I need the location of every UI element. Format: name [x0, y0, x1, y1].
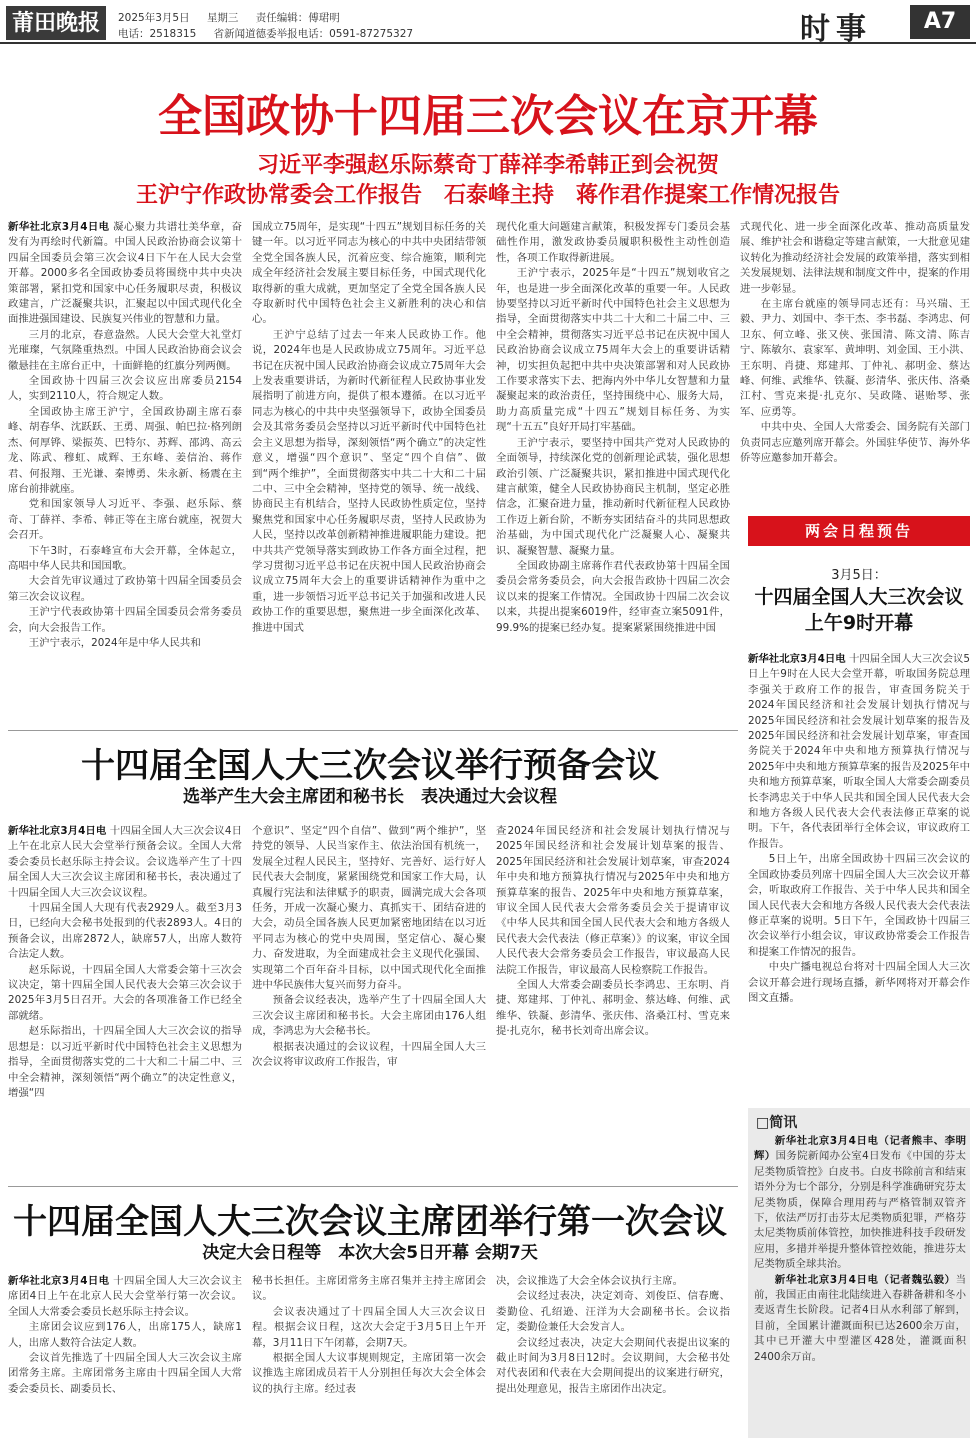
article1-subtitle-1: 习近平李强赵乐际蔡奇丁薛祥李希韩正到会祝贺	[256, 153, 719, 178]
page-number: A7	[910, 5, 970, 39]
article1-column-3	[496, 220, 730, 730]
article2-title: 十四届全国人大三次会议举行预备会议	[81, 746, 659, 786]
article2-col3-text: 查2024年国民经济和社会发展计划执行情况与2025年国民经济和社会发展计划草案的报告、2025年国民经济和社会发展计划草案，审查2024年中央和地方预算执行情况与2025年中央和地方预算草案的报告、2025年中央和地方预算草案，审议全国人民代表大会常务委员会关于提请审议《中华人民共和国全国人民代表大会和地方各级人民代表大会代表法（修正草案）》的议案，审议全国人民代表大会常务委员会工作报告，审议最高人民法院工作报告，审议最高人民检察院工作报告。 全国人大常委会副委员长李鸿忠、王东明、肖捷、郑建邦、丁仲礼、郝明金、蔡达峰、何维、武维华、铁凝、彭清华、张庆伟、洛桑江村、雪克来提·扎克尔，秘书长刘奇出席会议。	[496, 825, 730, 1038]
brief2-text: 当前，我国正由南往北陆续进入春耕备耕和冬小麦返青生长阶段。记者4日从水利部了解到，目前，全国累计灌溉面积已达2600余万亩，其中已开灌大中型灌区428处，灌溉面积2400余万亩。	[754, 1273, 966, 1363]
article3-column-3	[496, 1274, 730, 1434]
article3-col1-text: 十四届全国人大三次会议主席团4日上午在北京人民大会堂举行第一次会议。全国人大常委会委员长赵乐际主持会议。 主席团会议应到176人，出席175人，缺席1人，出席人数符合法定人数。 会议首先推选了十四届全国人大三次会议主席团常务主席。主席团常务主席由十四届全国人大常委会委员长、副委员长、	[8, 1275, 242, 1395]
schedule-banner: 两会日程预告	[748, 516, 970, 546]
article2-column-3	[496, 824, 730, 1184]
schedule-lead: 新华社北京3月4日电	[748, 653, 846, 665]
article3-column-1	[8, 1274, 242, 1434]
article2-column-2	[252, 824, 486, 1184]
brief1-text: 国务院新闻办公室4日发布《中国的芬太尼类物质管控》白皮书。白皮书除前言和结束语外分为七个部分，分别是科学准确研究芬太尼类物质，保障合理用药与严格管制双管齐下，依法严厉打击芬太尼类物质犯罪，严格芬太尼类物质前体管控，加快推进科技手段研发应用，多措并举提升整体管控效能，推进芬太尼类物质全球共治。	[754, 1150, 966, 1271]
brief2-lead: 新华社北京3月4日电（记者魏弘毅）	[774, 1273, 956, 1286]
article1-lead: 新华社北京3月4日电	[8, 221, 110, 233]
issue-editor: 责任编辑：傅珺明	[255, 12, 340, 24]
article2-column-1	[8, 824, 242, 1184]
contact-hotline: 省新闻道德委举报电话：0591-87275327	[213, 28, 414, 40]
schedule-text: 十四届全国人大三次会议5日上午9时在人民大会堂开幕，听取国务院总理李强关于政府工作的报告，审查国务院关于2024年国民经济和社会发展计划执行情况与2025年国民经济和社会发展计划草案的报告及2025年国民经济和社会发展计划草案，审查国务院关于2024年中央和地方预算执行情况与2025年中央和地方预算草案的报告及2025年中央和地方预算草案，听取全国人大常委会副委员长李鸿忠关于中华人民共和国全国人民代表大会和地方各级人民代表大会代表法修正草案的说明。下午，各代表团举行全体会议，审议政府工作报告。 5日上午，出席全国政协十四届三次会议的全国政协委员列席十四届全国人大三次会议开幕会，听取政府工作报告、关于中华人民共和国全国人民代表大会和地方各级人民代表大会代表法修正草案的说明。5日下午，全国政协十四届三次会议举行小组会议，审议政协常委会工作报告和提案工作情况的报告。 中央广播电视总台将对十四届全国人大三次会议开幕会进行现场直播，新华网将对开幕会作图文直播。	[748, 653, 970, 1004]
article2-col1-text: 十四届全国人大三次会议4日上午在北京人民大会堂举行预备会议。全国人大常委会委员长赵乐际主持会议。会议选举产生了十四届全国人大三次会议主席团和秘书长，表决通过了十四届全国人大三次会议议程。 十四届全国人大现有代表2929人。截至3月3日，已经向大会秘书处报到的代表2893人。4日的预备会议，出席2872人，缺席57人，出席人数符合法定人数。 赵乐际说，十四届全国人大常委会第十三次会议决定，第十四届全国人民代表大会第三次会议于2025年3月5日召开。大会的各项准备工作已经全部就绪。 赵乐际指出，十四届全国人大三次会议的指导思想是：以习近平新时代中国特色社会主义思想为指导，全面贯彻落实党的二十大和二十届二中、三中全会精神，深刻领悟“两个确立”的决定性意义，增强“四	[8, 825, 242, 1099]
contact-info	[118, 26, 427, 41]
divider-2	[8, 1186, 738, 1187]
article1-column-4	[740, 220, 970, 496]
article3-subtitle: 决定大会日程等 本次大会5日开幕 会期7天	[202, 1243, 538, 1263]
article2-lead: 新华社北京3月4日电	[8, 825, 107, 837]
issue-info	[118, 10, 354, 25]
masthead	[0, 0, 976, 47]
article2-subtitle: 选举产生大会主席团和秘书长 表决通过大会议程	[183, 787, 557, 807]
article1-column-1	[8, 220, 242, 730]
article2-col2-text: 个意识”、坚定“四个自信”、做到“两个维护”，坚持党的领导、人民当家作主、依法治国有机统一，发展全过程人民民主，坚持好、完善好、运行好人民代表大会制度，紧紧围绕党和国家工作大局，认真履行宪法和法律赋予的职责，圆满完成大会各项任务，开成一次凝心聚力、真抓实干、团结奋进的大会，动员全国各族人民更加紧密地团结在以习近平同志为核心的党中央周围，坚定信心、凝心聚力、奋发进取，为全面建成社会主义现代化强国、实现第二个百年奋斗目标，以中国式现代化全面推进中华民族伟大复兴而努力奋斗。 预备会议经表决，选举产生了十四届全国人大三次会议主席团和秘书长。大会主席团由176人组成，李鸿忠为大会秘书长。 根据表决通过的会议议程，十四届全国人大三次会议将审议政府工作报告，审	[252, 825, 486, 1069]
schedule-date: 3月5日：	[831, 568, 887, 583]
contact-phone: 电话：2518315	[118, 28, 197, 40]
issue-weekday: 星期三	[206, 12, 239, 24]
divider-1	[8, 730, 738, 731]
briefs-body	[754, 1134, 966, 1434]
schedule-title: 十四届全国人大三次会议上午9时开幕	[754, 586, 964, 634]
article3-col3-text: 决，会议推选了大会全体会议执行主席。 会议经过表决，决定刘奇、刘俊臣、信春鹰、娄勤俭、孔绍逊、汪洋为大会副秘书长。会议指定，娄勤俭兼任大会发言人。 会议经过表决，决定大会期间代表提出议案的截止时间为3月8日12时。会议期间，大会秘书处对代表团和代表在大会期间提出的议案进行研究，提出处理意见，报告主席团作出决定。	[496, 1275, 730, 1395]
article1-title: 全国政协十四届三次会议在京开幕	[158, 91, 818, 142]
article1-col4-text: 式现代化、进一步全面深化改革、推动高质量发展、维护社会和谐稳定等建言献策，一大批意见建议转化为推动经济社会发展的政策举措，落实到相关发展规划、法律法规和制度文件中，提案的作用进一步彰显。 在主席台就座的领导同志还有：马兴瑞、王毅、尹力、刘国中、李干杰、李书磊、李鸿忠、何卫东、何立峰、张又侠、张国清、陈文清、陈吉宁、陈敏尔、袁家军、黄坤明、刘金国、王小洪、王东明、肖捷、郑建邦、丁仲礼、郝明金、蔡达峰、何维、武维华、铁凝、彭清华、张庆伟、洛桑江村、雪克来提·扎克尔、吴政隆、谌贻琴、张军、应勇等。 中共中央、全国人大常委会、国务院有关部门负责同志应邀列席开幕会。外国驻华使节、海外华侨等应邀参加开幕会。	[740, 221, 970, 465]
schedule-body	[748, 652, 970, 1098]
article1-subtitle-2: 王沪宁作政协常委会工作报告 石泰峰主持 蒋作君作提案工作情况报告	[135, 183, 840, 208]
article1-column-2	[252, 220, 486, 730]
newspaper-logo: 莆田晚报	[6, 6, 106, 40]
article3-column-2	[252, 1274, 486, 1434]
article1-col2-text: 国成立75周年，是实现“十四五”规划目标任务的关键一年。以习近平同志为核心的中共中央团结带领全党全国各族人民，沉着应变、综合施策，顺利完成全年经济社会发展主要目标任务，中国式现代化取得新的重大成就，更加坚定了全党全国各族人民夺取新时代中国特色社会主义新胜利的决心和信心。 王沪宁总结了过去一年来人民政协工作。他说，2024年也是人民政协成立75周年。习近平总书记在庆祝中国人民政治协商会议成立75周年大会上发表重要讲话，为新时代新征程人民政协事业发展指明了前进方向，提供了根本遵循。在以习近平同志为核心的中共中央坚强领导下，政协全国委员会及其常务委员会坚持以习近平新时代中国特色社会主义思想为指导，深刻领悟“两个确立”的决定性意义，增强“四个意识”、坚定“四个自信”、做到“两个维护”，全面贯彻落实中共二十大和二十届二中、三中全会精神，坚持党的领导、统一战线、协商民主有机结合，坚持人民政协性质定位，坚持聚焦党和国家中心任务履职尽责，坚持人民政协为人民，坚持以改革创新精神推进履职能力建设。把中共共产党领导落实到政协工作各方面全过程，把学习贯彻习近平总书记在庆祝中国人民政治协商会议成立75周年大会上的重要讲话精神作为重中之重，进一步领悟习近平总书记关于加强和改进人民政协工作的重要思想，聚焦进一步全面深化改革、推进中国式	[252, 221, 486, 634]
article1-col1-text: 凝心聚力共谱壮美华章，奋发有为再绘时代新篇。中国人民政治协商会议第十四届全国委员会第三次会议4日下午在人民大会堂开幕。2000多名全国政协委员将围绕中共中央决策部署，紧扣党和国家中心任务履职尽责，积极议政建言，广泛凝聚共识，汇聚起以中国式现代化全面推进强国建设、民族复兴伟业的智慧和力量。 三月的北京，春意盎然。人民大会堂大礼堂灯光璀璨，气氛隆重热烈。中国人民政治协商会议会徽悬挂在主席台正中，十面鲜艳的红旗分列两侧。 全国政协十四届三次会议应出席委员2154人，实到2110人，符合规定人数。 全国政协主席王沪宁，全国政协副主席石泰峰、胡春华、沈跃跃、王勇、周强、帕巴拉·格列朗杰、何厚铧、梁振英、巴特尔、苏辉、邵鸿、高云龙、陈武、穆虹、咸辉、王东峰、姜信治、蒋作君、何报翔、王光谦、秦博勇、朱永新、杨震在主席台前排就座。 党和国家领导人习近平、李强、赵乐际、蔡奇、丁薛祥、李希、韩正等在主席台就座，祝贺大会召开。 下午3时，石泰峰宣布大会开幕，全体起立，高唱中华人民共和国国歌。 大会首先审议通过了政协第十四届全国委员会第三次会议议程。 王沪宁代表政协第十四届全国委员会常务委员会，向大会报告工作。 王沪宁表示，2024年是中华人民共和	[8, 221, 242, 649]
section-name: 时事	[800, 12, 872, 47]
article3-col2-text: 秘书长担任。主席团常务主席召集并主持主席团会议。 会议表决通过了十四届全国人大三次会议日程。根据会议日程，这次大会定于3月5日上午开幕，3月11日下午闭幕，会期7天。 根据全国人大议事规则规定，主席团第一次会议推选主席团成员若干人分别担任每次大会全体会议的执行主席。经过表	[252, 1275, 486, 1395]
article3-title: 十四届全国人大三次会议主席团举行第一次会议	[13, 1202, 727, 1242]
brief1-lead: 新华社北京3月4日电（记者熊丰、李明辉）	[754, 1135, 966, 1163]
issue-date: 2025年3月5日	[118, 12, 190, 24]
briefs-header: □简讯	[756, 1115, 798, 1131]
article3-lead: 新华社北京3月4日电	[8, 1275, 110, 1287]
article1-col3-text: 现代化重大问题建言献策，积极发挥专门委员会基础性作用，激发政协委员履职积极性主动性创造性，各项工作取得新进展。 王沪宁表示，2025年是“十四五”规划收官之年，也是进一步全面深化改革的重要一年。人民政协要坚持以习近平新时代中国特色社会主义思想为指导，全面贯彻落实中共二十大和二十届二中、三中全会精神，贯彻落实习近平总书记在庆祝中国人民政治协商会议成立75周年大会上的重要讲话精神，切实担负起把中共中央决策部署和对人民政协工作要求落实下去、把海内外中华儿女智慧和力量凝聚起来的政治责任，坚持围绕中心、服务大局，助力高质量完成“十四五”规划目标任务、为实现“十五五”良好开局打牢基础。 王沪宁表示，要坚持中国共产党对人民政协的全面领导，持续深化党的创新理论武装，强化思想政治引领、广泛凝聚共识，紧扣推进中国式现代化建言献策，健全人民政协协商民主机制，坚定必胜信念，汇聚奋进力量，推动新时代新征程人民政协工作迈上新台阶，不断夯实团结奋斗的共同思想政治基础，为中国式现代化广泛凝聚人心、凝聚共识、凝聚智慧、凝聚力量。 全国政协副主席蒋作君代表政协第十四届全国委员会常务委员会，向大会报告政协十四届二次会议以来的提案工作情况。全国政协十四届二次会议以来，共提出提案6019件，经审查立案5091件，99.9%的提案已经办复。提案紧紧围绕推进中国	[496, 221, 730, 634]
